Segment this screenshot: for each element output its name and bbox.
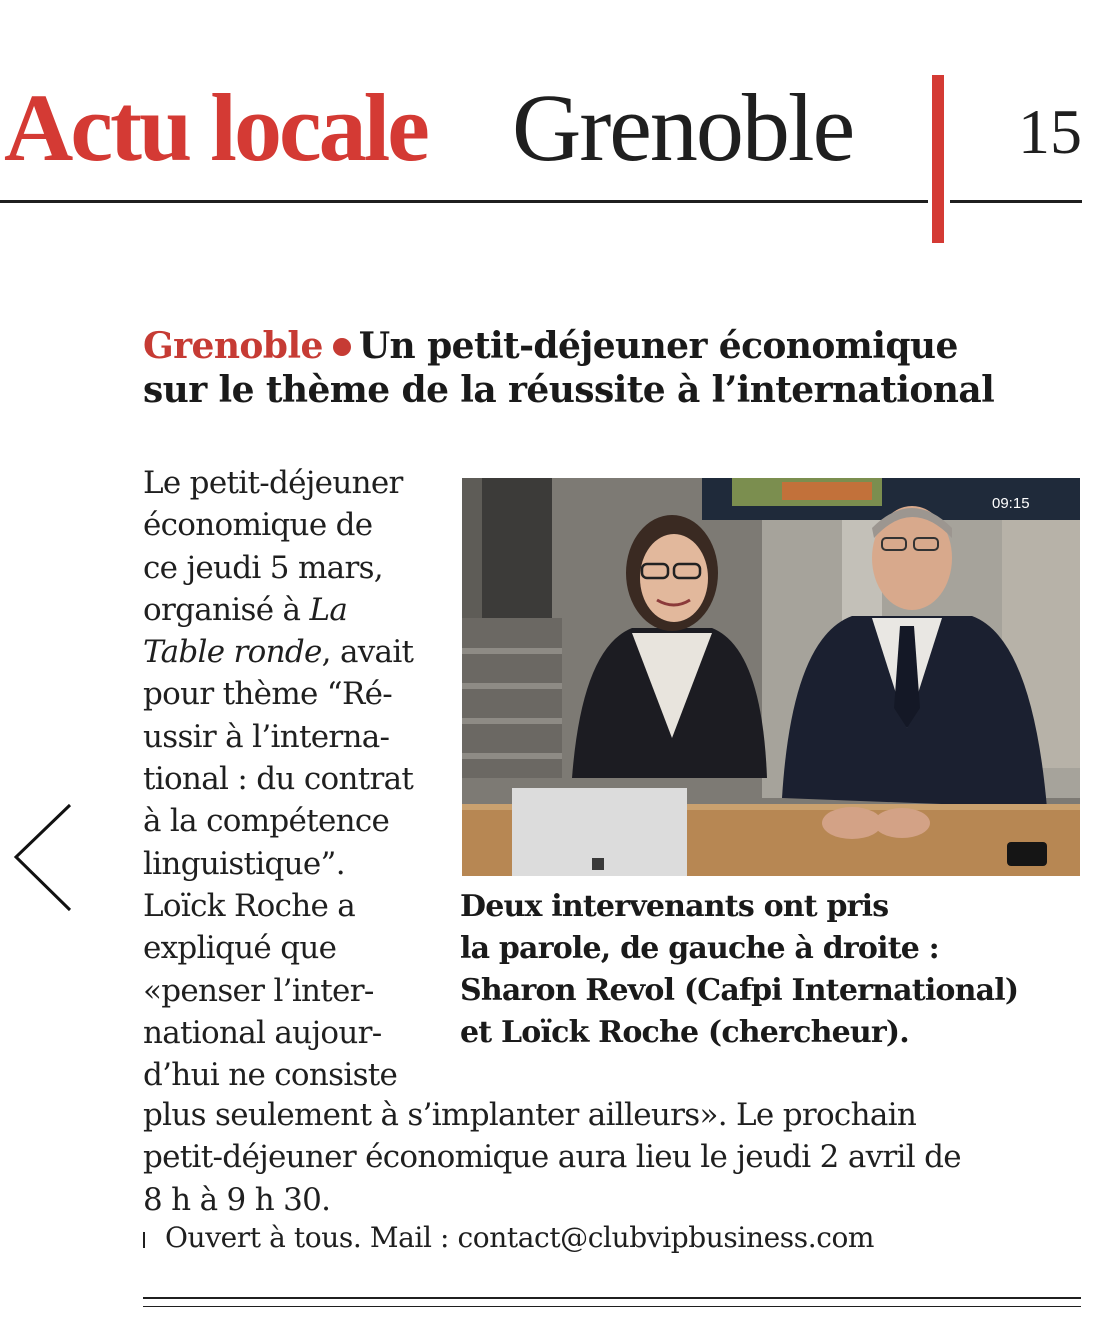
article-headline: [143, 324, 1083, 412]
body-line: petit-déjeuner économique aura lieu le jeudi 2 avril de: [143, 1139, 961, 1176]
contact-text: Ouvert à tous. Mail : contact@clubvipbusiness.com: [165, 1221, 875, 1254]
headline-line-2: sur le thème de la réussite à l’international: [143, 369, 995, 411]
header-rule-left: [0, 200, 928, 203]
body-line: économique de: [143, 507, 373, 544]
body-text: , avait: [321, 634, 414, 671]
kicker-dot: [333, 338, 351, 356]
bottom-rule-thin: [143, 1306, 1081, 1307]
body-text: organisé à: [143, 591, 310, 628]
article-body-column: [143, 462, 443, 1096]
page-number: 15: [1018, 96, 1082, 167]
article-body-full: [143, 1094, 1083, 1221]
note-marker: [143, 1232, 145, 1248]
section-label: Actu locale: [4, 74, 427, 181]
body-line: tional : du contrat: [143, 761, 414, 798]
venue-name: La: [309, 591, 348, 628]
body-line: Le petit-déjeuner: [143, 465, 403, 501]
header-accent-bar: [932, 75, 944, 243]
body-line: ussir à l’interna-: [143, 718, 390, 755]
body-line: [143, 631, 443, 673]
body-line: ce jeudi 5 mars,: [143, 549, 383, 586]
body-line: Loïck Roche a: [143, 887, 356, 924]
body-line: d’hui ne consiste: [143, 1057, 398, 1094]
caption-line: Deux intervenants ont pris: [460, 889, 889, 924]
page-header: [0, 74, 1117, 250]
headline-line-1: Un petit-déjeuner économique: [358, 325, 958, 367]
body-line: expliqué que: [143, 930, 337, 967]
bottom-rule: [143, 1297, 1081, 1299]
body-line: «penser l’inter-: [143, 972, 374, 1009]
body-line: à la compétence: [143, 803, 390, 840]
caption-line: Sharon Revol (Cafpi International): [460, 973, 1019, 1008]
article-kicker: Grenoble: [143, 325, 323, 367]
body-line: [143, 589, 443, 631]
contact-note: [143, 1218, 1083, 1258]
body-line: plus seulement à s’implanter ailleurs». Le prochain: [143, 1097, 917, 1133]
header-rule-right: [950, 200, 1082, 203]
section-city: Grenoble: [512, 74, 854, 181]
body-line: national aujour-: [143, 1014, 382, 1051]
caption-line: la parole, de gauche à droite :: [460, 931, 939, 966]
article-photo: [462, 478, 1080, 876]
chevron-left-icon: [8, 800, 78, 915]
previous-page-button[interactable]: [8, 800, 78, 915]
photo-illustration: [462, 478, 1080, 876]
body-line: linguistique”.: [143, 845, 345, 882]
body-line: pour thème “Ré-: [143, 676, 393, 713]
caption-line: et Loïck Roche (chercheur).: [460, 1015, 909, 1050]
venue-name: Table ronde: [143, 634, 322, 671]
body-line: 8 h à 9 h 30.: [143, 1181, 331, 1218]
screen-time: 09:15: [992, 495, 1030, 512]
photo-caption: [460, 886, 1082, 1054]
